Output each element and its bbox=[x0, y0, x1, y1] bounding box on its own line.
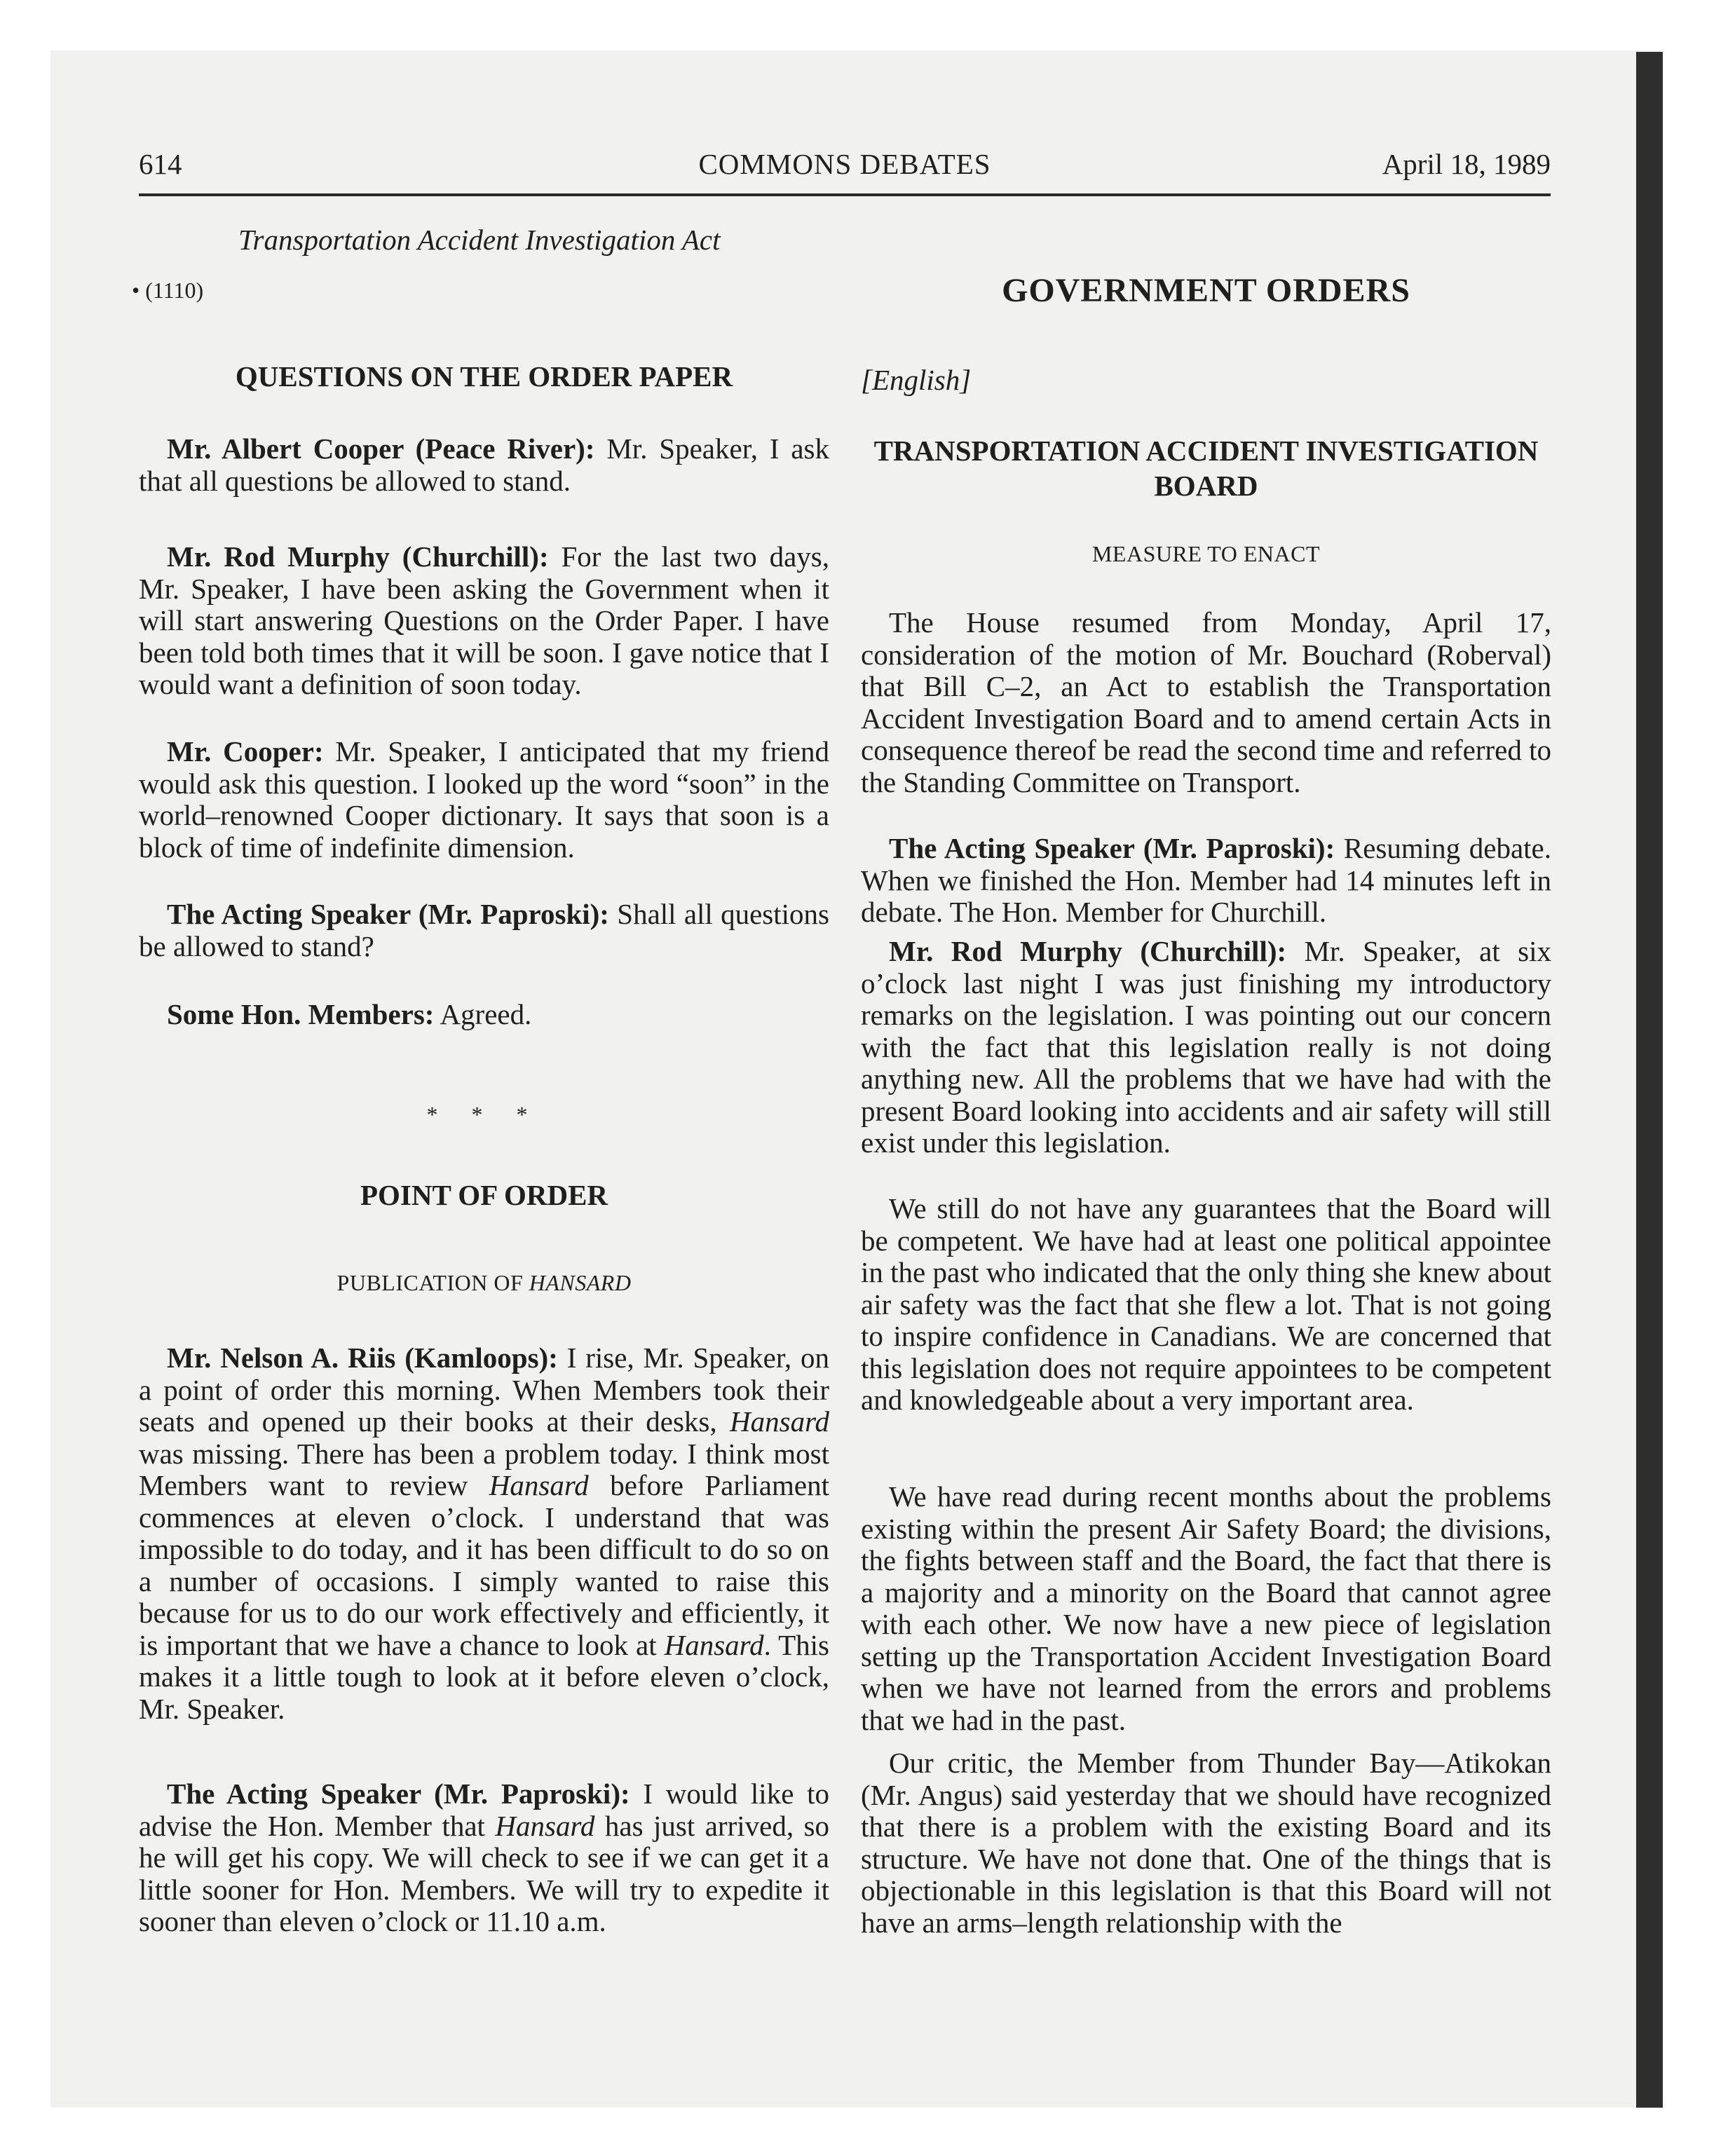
paragraph-house-resumed: The House resumed from Monday, April 17, consideration of the motion of Mr. Bouchard (Roberval) that Bill C–2, an Act to establish the Transportation Accident Investigation Board and to amend certain Acts in consequence thereof be read the second time and referred to the Standing Committee on Transport. bbox=[861, 606, 1551, 798]
paragraph-murphy-2: Mr. Rod Murphy (Churchill): Mr. Speaker, at six o’clock last night I was just finishing my introductory remarks on the legislation. I was pointing out our concern with the fact that this legislation really is not doing anything new. All the problems that we have had with the present Board looking into accidents and air safety will still exist under this legislation. bbox=[861, 935, 1551, 1159]
speaker-name: Mr. Nelson A. Riis (Kamloops): bbox=[167, 1342, 558, 1374]
header-rule bbox=[139, 193, 1551, 196]
speaker-name: Mr. Rod Murphy (Churchill): bbox=[889, 935, 1287, 967]
time-marker: • (1110) bbox=[132, 278, 204, 303]
speech-text: Agreed. bbox=[434, 998, 532, 1030]
speaker-name: Mr. Rod Murphy (Churchill): bbox=[167, 540, 549, 573]
heading-government-orders: GOVERNMENT ORDERS bbox=[1002, 272, 1410, 309]
speaker-name: Mr. Cooper: bbox=[167, 735, 324, 767]
speaker-name: Some Hon. Members: bbox=[167, 998, 435, 1030]
language-marker: [English] bbox=[861, 364, 972, 396]
paragraph-acting-speaker-1 bbox=[139, 899, 829, 962]
paragraph-cooper-2 bbox=[139, 736, 829, 864]
heading-transportation-board: TRANSPORTATION ACCIDENT INVESTIGATION BOARD bbox=[873, 435, 1539, 502]
subheading-measure-to-enact: MEASURE TO ENACT bbox=[1091, 541, 1321, 566]
section-separator: * * * bbox=[426, 1102, 542, 1127]
speaker-name: The Acting Speaker (Mr. Paproski): bbox=[889, 832, 1335, 864]
heading-questions-order-paper: QUESTIONS ON THE ORDER PAPER bbox=[235, 360, 733, 393]
subheading-publication-of-hansard: PUBLICATION OF HANSARD bbox=[336, 1270, 632, 1295]
publication-title: COMMONS DEBATES bbox=[698, 148, 991, 180]
page-number: 614 bbox=[139, 148, 182, 180]
paragraph-acting-speaker-2: The Acting Speaker (Mr. Paproski): I would like to advise the Hon. Member that Hansard has just arrived, so he will get his copy. We will check to see if we can get it a little sooner for Hon. Members. We will try to expedite it sooner than eleven o’clock or 11.10 a.m. bbox=[139, 1778, 830, 1937]
speech-text: For the last two days, Mr. Speaker, I have been asking the Government when it will start answering Questions on the Order Paper. I have been told both times that it will be soon. I gave notice that I would want a definition of soon today. bbox=[139, 540, 829, 700]
page-header bbox=[139, 147, 1551, 189]
paragraph-air-safety-board: We have read during recent months about the problems existing within the present Air Safety Board; the divisions, the fights between staff and the Board, the fact that there is a majority and a minority on the Board that cannot agree with each other. We now have a new piece of legislation setting up the Transportation Accident Investigation Board when we have not learned from the errors and problems that we had in the past. bbox=[861, 1480, 1551, 1736]
paragraph-murphy-1 bbox=[139, 541, 829, 701]
paragraph-guarantees: We still do not have any guarantees that the Board will be competent. We have had at least one political appointee in the past who indicated that the only thing she knew about air safety was the fact that she flew a lot. That is not going to inspire confidence in Canadians. We are concerned that this legislation does not require appointees to be competent and knowledgeable about a very important area. bbox=[861, 1192, 1551, 1416]
speaker-name: Mr. Albert Cooper (Peace River): bbox=[167, 432, 595, 465]
speech-text: Mr. Speaker, I anticipated that my friend would ask this question. I looked up the word “soon” in the world–renowned Cooper dictionary. It says that soon is a block of time of indefinite dimension. bbox=[139, 735, 829, 864]
speaker-name: The Acting Speaker (Mr. Paproski): bbox=[167, 898, 609, 930]
paragraph-acting-speaker-resuming: The Acting Speaker (Mr. Paproski): Resuming debate. When we finished the Hon. Member had 14 minutes left in debate. The Hon. Member for Churchill. bbox=[861, 832, 1551, 928]
running-head: Transportation Accident Investigation Act bbox=[238, 224, 721, 256]
paragraph-members-agreed bbox=[139, 999, 829, 1031]
heading-point-of-order: POINT OF ORDER bbox=[360, 1179, 608, 1211]
publication-date: April 18, 1989 bbox=[1382, 148, 1551, 180]
paragraph-cooper-1 bbox=[139, 433, 829, 497]
speech-text: Shall all questions be allowed to stand? bbox=[139, 898, 829, 962]
paragraph-riis: Mr. Nelson A. Riis (Kamloops): I rise, Mr. Speaker, on a point of order this morning. When Members took their seats and opened up their books at their desks, Hansard was missing. There has been a problem today. I think most Members want to review Hansard before Parliament commences at eleven o’clock. I understand that was impossible to do today, and it has been difficult to do so on a number of occasions. I simply wanted to raise this because for us to do our work effectively and efficiently, it is important that we have a chance to look at Hansard. This makes it a little tough to look at it before eleven o’clock, Mr. Speaker. bbox=[139, 1342, 829, 1725]
speaker-name: The Acting Speaker (Mr. Paproski): bbox=[167, 1778, 630, 1810]
paragraph-critic: Our critic, the Member from Thunder Bay—Atikokan (Mr. Angus) said yesterday that we should have recognized that there is a problem with the existing Board and its structure. We have not done that. One of the things that is objectionable in this legislation is that this Board will not have an arms–length relationship with the bbox=[861, 1747, 1551, 1939]
scan-edge-shadow bbox=[1636, 52, 1663, 2108]
speech-text: Mr. Speaker, I ask that all questions be allowed to stand. bbox=[139, 432, 829, 497]
